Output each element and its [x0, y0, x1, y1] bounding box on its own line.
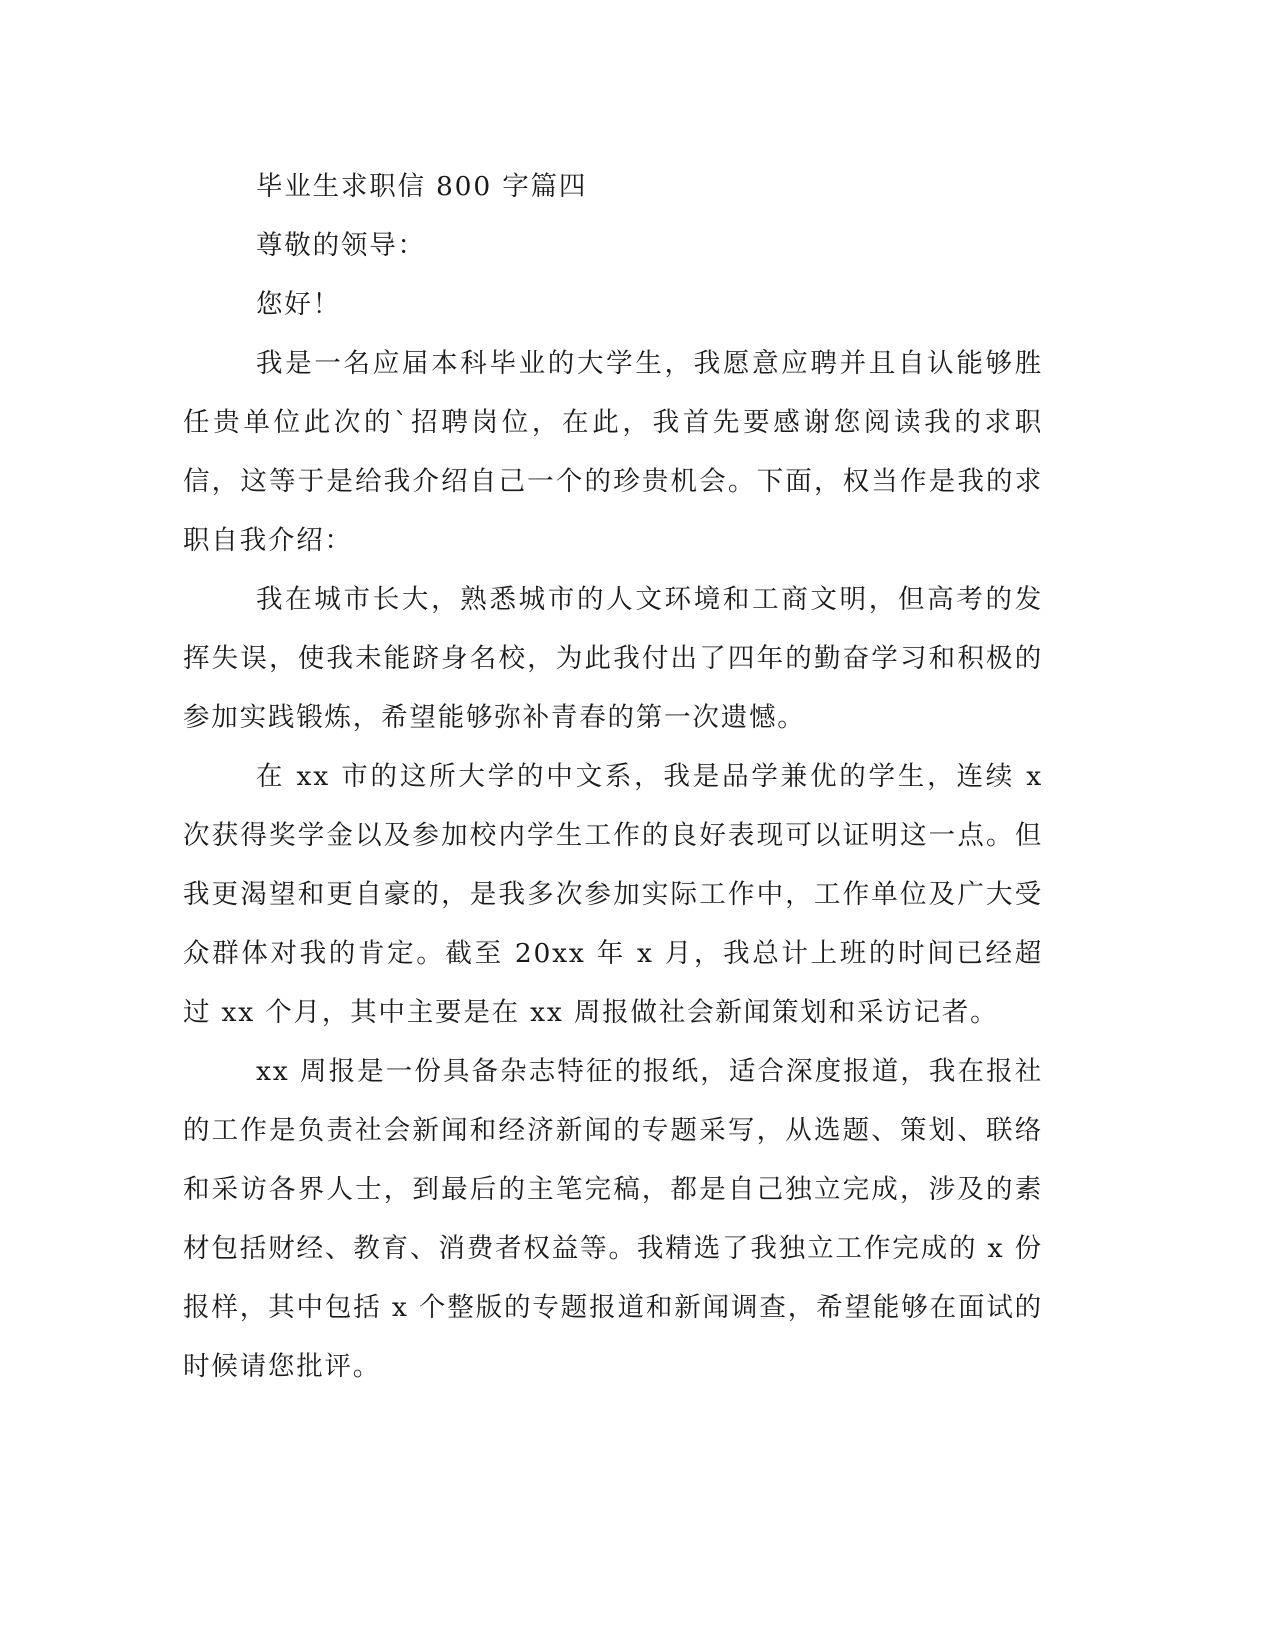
paragraph-background: 我在城市长大，熟悉城市的人文环境和工商文明，但高考的发挥失误，使我未能跻身名校，为此我付出了四年的勤奋学习和积极的参加实践锻炼，希望能够弥补青春的第一次遗憾。: [183, 584, 1043, 733]
letter-title: 毕业生求职信 800 字篇四: [256, 171, 588, 202]
paragraph-intro: 我是一名应届本科毕业的大学生，我愿意应聘并且自认能够胜任贵单位此次的`招聘岗位，在此，我首先要感谢您阅读我的求职信，这等于是给我介绍自己一个的珍贵机会。下面，权当作是我的求职自我介绍：: [183, 348, 1043, 556]
greeting: 您好！: [256, 289, 341, 320]
salutation: 尊敬的领导：: [256, 230, 426, 261]
paragraph-university: 在 xx 市的这所大学的中文系，我是品学兼优的学生，连续 x 次获得奖学金以及参加校内学生工作的良好表现可以证明这一点。但我更渴望和更自豪的，是我多次参加实际工作中，工作单位及广大受众群体对我的肯定。截至 20xx 年 x 月，我总计上班的时间已经超过 xx 个月，其中主要是在 xx 周报做社会新闻策划和采访记者。: [183, 761, 1043, 1028]
letter-body: [183, 157, 1043, 1396]
paragraph-newspaper-work: xx 周报是一份具备杂志特征的报纸，适合深度报道，我在报社的工作是负责社会新闻和经济新闻的专题采写，从选题、策划、联络和采访各界人士，到最后的主笔完稿，都是自己独立完成，涉及的素材包括财经、教育、消费者权益等。我精选了我独立工作完成的 x 份报样，其中包括 x 个整版的专题报道和新闻调查，希望能够在面试的时候请您批评。: [183, 1056, 1043, 1382]
